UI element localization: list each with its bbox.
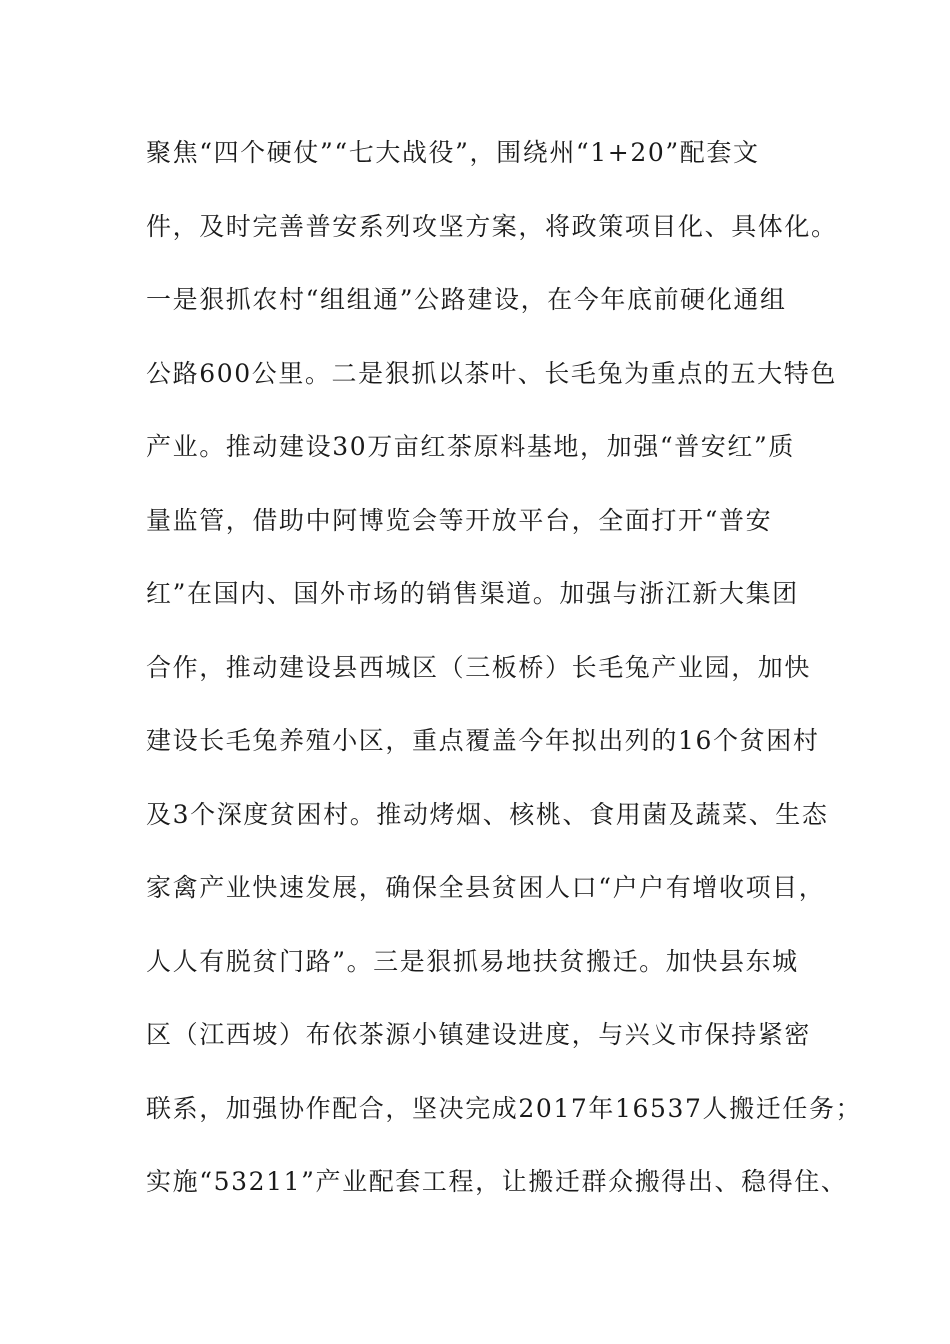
body-text — [146, 128, 863, 1231]
text-line: 合作，推动建设县西城区（三板桥）长毛兔产业园，加快 — [146, 652, 812, 682]
text-line: 建设长毛兔养殖小区，重点覆盖今年拟出列的16个贫困村 — [146, 726, 820, 755]
text-line: 联系，加强协作配合，坚决完成2017年16537人搬迁任务； — [146, 1093, 863, 1123]
text-line: 区（江西坡）布依茶源小镇建设进度，与兴义市保持紧密 — [146, 1020, 812, 1049]
text-line: 家禽产业快速发展，确保全县贫困人口“户户有增收项目， — [146, 873, 826, 902]
text-line: 红”在国内、国外市场的销售渠道。加强与浙江新大集团 — [146, 579, 799, 608]
text-line: 件，及时完善普安系列攻坚方案，将政策项目化、具体化。 — [146, 211, 838, 241]
text-line: 聚焦“四个硬仗”“七大战役”，围绕州“1+20”配套文 — [146, 138, 760, 167]
text-line: 量监管，借助中阿博览会等开放平台，全面打开“普安 — [146, 505, 773, 535]
text-line: 实施“53211”产业配套工程，让搬迁群众搬得出、稳得住、 — [146, 1167, 848, 1196]
text-line: 人人有脱贫门路”。三是狠抓易地扶贫搬迁。加快县东城 — [146, 946, 799, 976]
text-line: 一是狠抓农村“组组通”公路建设，在今年底前硬化通组 — [146, 285, 787, 314]
text-line: 公路600公里。二是狠抓以茶叶、长毛兔为重点的五大特色 — [146, 358, 837, 388]
text-line: 产业。推动建设30万亩红茶原料基地，加强“普安红”质 — [146, 432, 795, 461]
text-line: 及3个深度贫困村。推动烤烟、核桃、食用菌及蔬菜、生态 — [146, 799, 829, 829]
